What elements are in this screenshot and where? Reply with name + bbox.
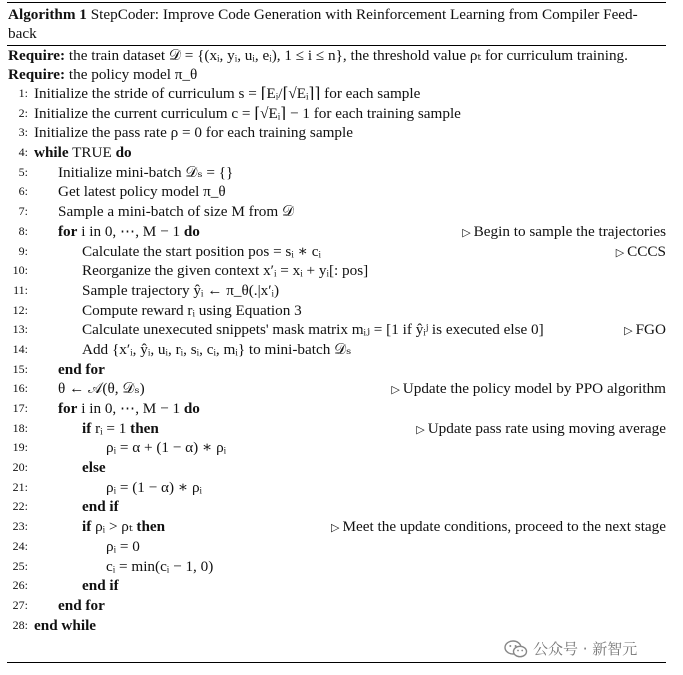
keyword: if (82, 419, 92, 437)
line-text: θ ← 𝒜(θ, 𝒟ₛ) (58, 380, 145, 398)
line-text: ρᵢ = (1 − α) ∗ ρᵢ (106, 478, 203, 496)
algorithm-line (7, 379, 666, 399)
line-number: 8: (18, 223, 28, 238)
line-text: Calculate the start position pos = sᵢ ∗ cᵢ (82, 242, 321, 260)
comment-text: FGO (635, 321, 666, 339)
line-body (34, 360, 666, 380)
line-body (34, 104, 666, 124)
algorithm-title-text: StepCoder: Improve Code Generation with Reinforcement Learning from Compiler Feed-back (8, 6, 638, 42)
algorithm-line (7, 557, 666, 577)
line-number: 9: (18, 243, 28, 258)
line-number: 20: (12, 460, 28, 475)
keyword: else (82, 459, 106, 477)
line-number: 23: (12, 519, 28, 534)
require-text: the train dataset 𝒟 = {(xᵢ, yᵢ, uᵢ, eᵢ), 1 ≤ i ≤ n}, the threshold value ρₜ for curriculum training. (68, 47, 628, 64)
bottom-rule (7, 662, 666, 663)
line-text: ρᵢ > ρₜ (95, 518, 133, 536)
keyword: end while (34, 616, 97, 634)
algorithm-line (7, 517, 666, 537)
algorithm-line (7, 616, 666, 636)
algorithm-line (7, 340, 666, 360)
line-text: rᵢ = 1 (95, 419, 127, 437)
line-number: 3: (18, 125, 28, 140)
line-number: 26: (12, 578, 28, 593)
line-body (34, 163, 666, 183)
comment-text: Update the policy model by PPO algorithm (402, 380, 666, 398)
comment-triangle-icon: ▷ (462, 226, 471, 239)
algorithm-line (7, 576, 666, 596)
comment-text: CCCS (627, 242, 666, 260)
line-body (34, 84, 666, 104)
algorithm-line (7, 202, 666, 222)
line-body (34, 261, 666, 281)
line-number: 21: (12, 479, 28, 494)
algorithm-line (7, 301, 666, 321)
line-text: ρᵢ = α + (1 − α) ∗ ρᵢ (106, 439, 227, 457)
line-number: 16: (12, 381, 28, 396)
line-comment (331, 517, 666, 539)
algorithm-lines (7, 84, 666, 635)
keyword: end if (82, 577, 119, 595)
keyword: then (130, 419, 159, 437)
line-body (34, 340, 666, 360)
line-text: i in 0, ⋯, M − 1 (81, 400, 181, 417)
keyword: for (58, 222, 78, 240)
wechat-icon (504, 640, 528, 658)
line-number: 18: (12, 420, 28, 435)
line-number: 11: (13, 282, 28, 297)
line-number: 24: (12, 538, 28, 553)
watermark-text: 公众号 · 新智元 (533, 640, 638, 658)
comment-text: Begin to sample the trajectories (473, 222, 666, 240)
require-line (7, 65, 666, 84)
line-text: Calculate unexecuted snippets' mask matrix mᵢⱼ = [1 if ŷᵢʲ is executed else 0] (82, 321, 544, 339)
line-number: 12: (12, 302, 28, 317)
line-comment (462, 222, 666, 244)
algorithm-line (7, 182, 666, 202)
algorithm-line (7, 320, 666, 340)
line-number: 6: (18, 184, 28, 199)
line-body (34, 557, 666, 577)
line-body (34, 320, 666, 340)
line-comment (624, 320, 666, 342)
algorithm-line (7, 104, 666, 124)
line-body (34, 123, 666, 143)
line-body (34, 497, 666, 517)
comment-triangle-icon: ▷ (331, 522, 340, 535)
algorithm-line (7, 458, 666, 478)
line-number: 5: (18, 164, 28, 179)
line-body (34, 143, 666, 163)
line-number: 19: (12, 440, 28, 455)
line-number: 15: (12, 361, 28, 376)
algorithm-line (7, 537, 666, 557)
keyword: do (183, 400, 200, 417)
algorithm-line (7, 261, 666, 281)
line-text: Compute reward rᵢ using Equation 3 (82, 301, 302, 319)
require-text: the policy model π_θ (68, 66, 198, 83)
keyword: end for (58, 360, 105, 378)
algorithm-line (7, 242, 666, 262)
keyword: end if (82, 498, 119, 516)
line-comment (416, 419, 666, 441)
algorithm-line (7, 84, 666, 104)
algorithm-line (7, 163, 666, 183)
line-number: 27: (12, 597, 28, 612)
line-number: 13: (12, 322, 28, 337)
algorithm-label: Algorithm 1 (8, 6, 87, 23)
comment-text: Meet the update conditions, proceed to the next stage (342, 518, 666, 536)
line-body (34, 576, 666, 596)
line-text: Initialize the stride of curriculum s = ⌈Eᵢ/⌈√Eᵢ⌉⌉ for each sample (34, 85, 421, 102)
line-text: Sample a mini-batch of size M from 𝒟 (58, 203, 295, 221)
line-number: 2: (18, 105, 28, 120)
line-number: 22: (12, 499, 28, 514)
algorithm-box (7, 2, 666, 635)
line-number: 28: (12, 617, 28, 632)
line-text: TRUE (72, 144, 112, 162)
watermark (504, 638, 637, 659)
keyword: end for (58, 596, 105, 614)
keyword: while (34, 144, 69, 162)
line-number: 17: (12, 401, 28, 415)
line-body (34, 281, 666, 301)
comment-text: Update pass rate using moving average (427, 419, 666, 437)
line-body (34, 537, 666, 557)
line-number: 10: (12, 263, 28, 278)
line-body (34, 458, 666, 478)
line-number: 4: (18, 145, 28, 160)
line-text: i in 0, ⋯, M − 1 (81, 222, 181, 240)
algorithm-line (7, 497, 666, 517)
line-number: 14: (12, 341, 28, 356)
keyword: for (58, 400, 78, 417)
line-comment (616, 242, 666, 264)
algorithm-line (7, 143, 666, 163)
line-body (34, 438, 666, 458)
line-body (34, 242, 666, 262)
line-text: Initialize the current curriculum c = ⌈√Eᵢ⌉ − 1 for each training sample (34, 104, 461, 122)
line-body (34, 478, 666, 498)
comment-triangle-icon: ▷ (615, 246, 625, 259)
keyword: do (183, 222, 200, 240)
algorithm-line (7, 360, 666, 380)
algorithm-line (7, 478, 666, 498)
line-body (34, 301, 666, 321)
line-body (34, 596, 666, 616)
keyword: do (115, 144, 132, 162)
line-text: Reorganize the given context x′ᵢ = xᵢ + yᵢ[: pos] (82, 262, 369, 280)
line-body (34, 202, 666, 222)
algorithm-line (7, 399, 666, 419)
require-keyword: Require: (8, 47, 66, 64)
require-line (7, 46, 666, 65)
algorithm-line (7, 419, 666, 439)
line-text: Get latest policy model π_θ (58, 183, 226, 201)
require-keyword: Require: (8, 66, 66, 83)
line-body (34, 182, 666, 202)
algorithm-line (7, 281, 666, 301)
comment-triangle-icon: ▷ (391, 384, 400, 397)
line-comment (391, 379, 666, 401)
line-text: Initialize mini-batch 𝒟ₛ = {} (58, 163, 234, 181)
algorithm-line (7, 596, 666, 616)
comment-triangle-icon: ▷ (416, 423, 425, 436)
line-text: cᵢ = min(cᵢ − 1, 0) (106, 557, 214, 575)
line-number: 7: (18, 204, 28, 219)
comment-triangle-icon: ▷ (624, 325, 633, 338)
line-text: ρᵢ = 0 (106, 537, 140, 555)
line-number: 25: (12, 558, 28, 573)
algorithm-title (7, 3, 666, 45)
line-number: 1: (18, 86, 28, 100)
keyword: if (82, 518, 92, 536)
algorithm-line (7, 123, 666, 143)
keyword: then (136, 518, 166, 536)
requires-block (7, 46, 666, 84)
line-text: Initialize the pass rate ρ = 0 for each training sample (34, 124, 353, 142)
line-body (34, 399, 666, 419)
algorithm-line (7, 438, 666, 458)
algorithm-line (7, 222, 666, 242)
line-text: Sample trajectory ŷᵢ ← π_θ(.|x′ᵢ) (82, 281, 280, 299)
line-text: Add {x′ᵢ, ŷᵢ, uᵢ, rᵢ, sᵢ, cᵢ, mᵢ} to mini-batch 𝒟ₛ (82, 340, 352, 358)
line-body (34, 616, 666, 636)
